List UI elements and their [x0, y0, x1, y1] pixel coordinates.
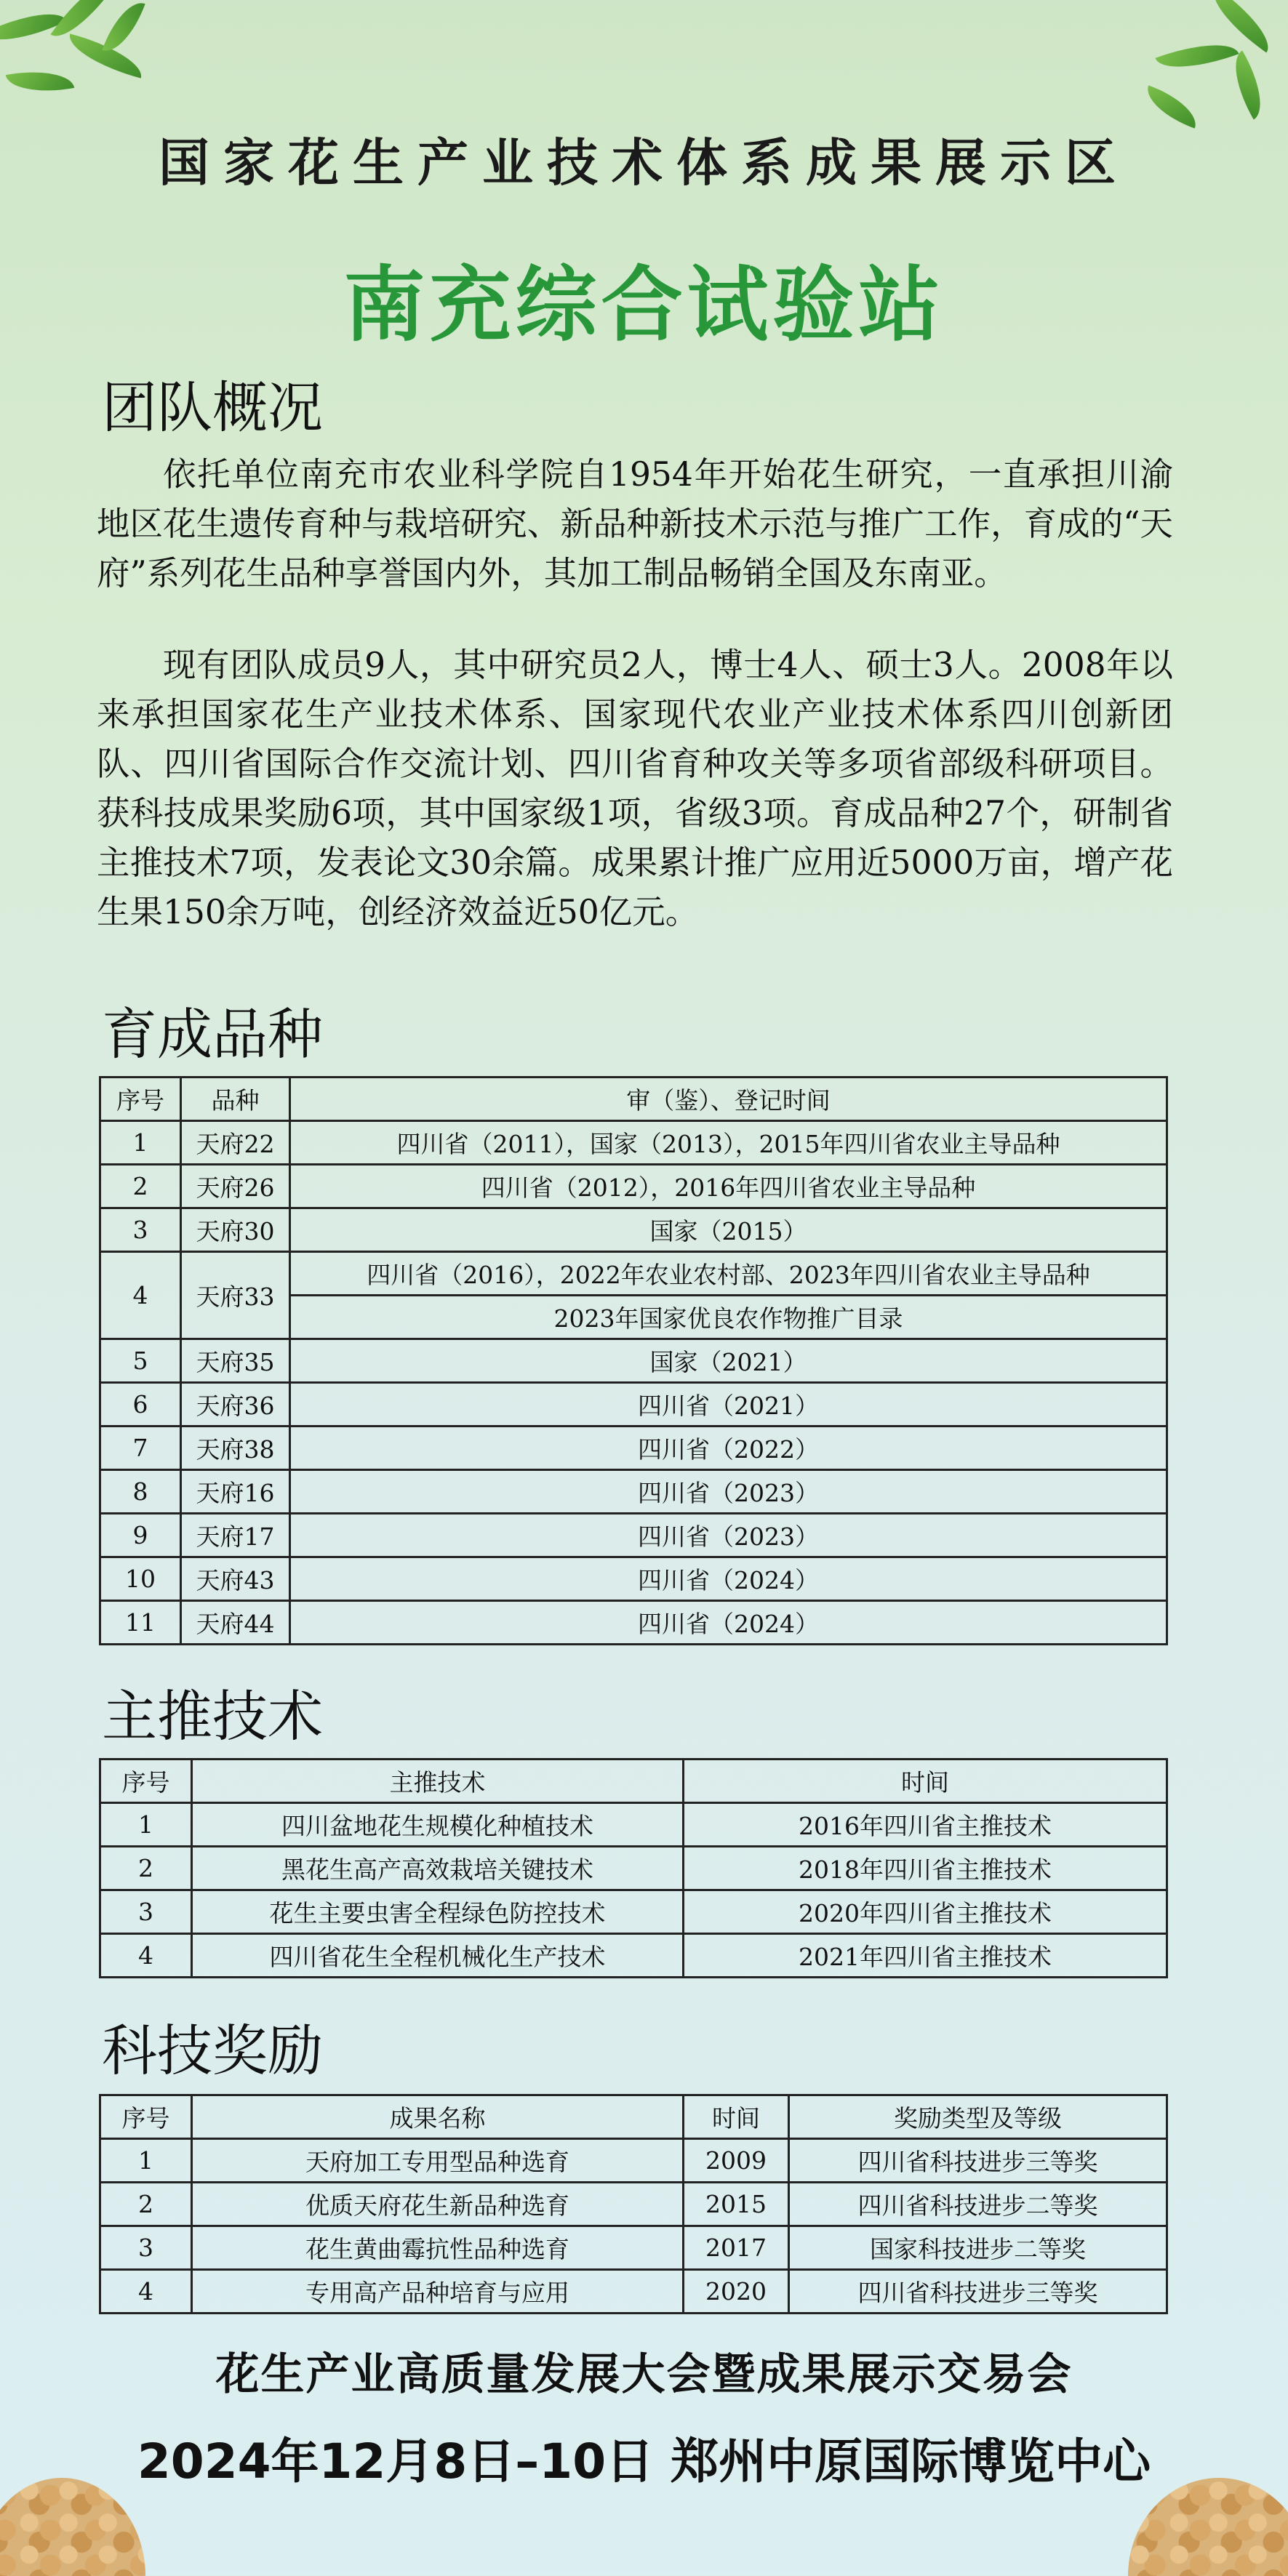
- table-cell-registration: 四川省（2023）: [290, 1470, 1167, 1514]
- table-cell-variety: 天府30: [181, 1208, 290, 1252]
- table-header-row: [100, 1078, 1167, 1121]
- table-cell-year: 2017: [684, 2226, 789, 2270]
- table-header-cell: 奖励类型及等级: [789, 2095, 1167, 2139]
- table-cell-no: 1: [100, 1121, 181, 1165]
- table-row: [100, 1252, 1167, 1296]
- table-cell-no: 8: [100, 1470, 181, 1514]
- leaves-icon: [0, 0, 189, 131]
- table-cell-registration: 四川省（2021）: [290, 1383, 1167, 1427]
- table-cell-award-type: 四川省科技进步二等奖: [789, 2183, 1167, 2226]
- awards-heading: 科技奖励: [102, 2018, 323, 2083]
- table-cell-time: 2018年四川省主推技术: [684, 1847, 1167, 1890]
- table-cell-year: 2020: [684, 2270, 789, 2314]
- table-row: [100, 1803, 1167, 1847]
- table-cell-registration: 四川省（2023）: [290, 1514, 1167, 1557]
- table-cell-time: 2020年四川省主推技术: [684, 1890, 1167, 1934]
- table-cell-no: 3: [100, 1890, 192, 1934]
- table-cell-award-type: 四川省科技进步三等奖: [789, 2270, 1167, 2314]
- table-header-cell: 成果名称: [192, 2095, 684, 2139]
- table-cell-no: 2: [100, 1847, 192, 1890]
- table-cell-registration: 四川省（2012），2016年四川省农业主导品种: [290, 1165, 1167, 1208]
- peanut-pile-icon: [0, 2478, 145, 2576]
- table-header-row: [100, 1760, 1167, 1803]
- table-cell-registration: 四川省（2011），国家（2013），2015年四川省农业主导品种: [290, 1121, 1167, 1165]
- table-header-cell: 品种: [181, 1078, 290, 1121]
- table-cell-no: 1: [100, 2139, 192, 2183]
- table-cell-no: 3: [100, 1208, 181, 1252]
- table-row: [100, 2226, 1167, 2270]
- table-row: [100, 1339, 1167, 1383]
- table-cell-registration: 四川省（2024）: [290, 1601, 1167, 1645]
- table-cell-registration: 2023年国家优良农作物推广目录: [290, 1296, 1167, 1339]
- table-cell-variety: 天府38: [181, 1427, 290, 1470]
- table-row: [100, 1601, 1167, 1645]
- table-cell-registration: 国家（2015）: [290, 1208, 1167, 1252]
- table-header-cell: 时间: [684, 2095, 789, 2139]
- varieties-table: [99, 1076, 1168, 1645]
- table-cell-technique: 四川盆地花生规模化种植技术: [192, 1803, 684, 1847]
- table-row: [100, 2183, 1167, 2226]
- techniques-table: [99, 1758, 1168, 1978]
- table-cell-variety: 天府33: [181, 1252, 290, 1339]
- table-cell-no: 11: [100, 1601, 181, 1645]
- table-row: [100, 1121, 1167, 1165]
- table-row: [100, 1165, 1167, 1208]
- table-row: [100, 1383, 1167, 1427]
- table-row: [100, 1847, 1167, 1890]
- table-cell-technique: 花生主要虫害全程绿色防控技术: [192, 1890, 684, 1934]
- table-cell-year: 2015: [684, 2183, 789, 2226]
- main-title: 国家花生产业技术体系成果展示区: [159, 133, 1129, 193]
- table-row: [100, 2139, 1167, 2183]
- table-cell-variety: 天府16: [181, 1470, 290, 1514]
- table-header-cell: 审（鉴）、登记时间: [290, 1078, 1167, 1121]
- table-cell-no: 4: [100, 1252, 181, 1339]
- table-cell-award-type: 国家科技进步二等奖: [789, 2226, 1167, 2270]
- table-row: [100, 1470, 1167, 1514]
- table-header-cell: 主推技术: [192, 1760, 684, 1803]
- table-header-row: [100, 2095, 1167, 2139]
- table-cell-no: 10: [100, 1557, 181, 1601]
- table-cell-time: 2021年四川省主推技术: [684, 1934, 1167, 1978]
- table-cell-registration: 四川省（2016），2022年农业农村部、2023年四川省农业主导品种: [290, 1252, 1167, 1296]
- table-cell-achievement: 花生黄曲霉抗性品种选育: [192, 2226, 684, 2270]
- table-cell-no: 4: [100, 1934, 192, 1978]
- table-cell-variety: 天府22: [181, 1121, 290, 1165]
- table-cell-variety: 天府36: [181, 1383, 290, 1427]
- table-cell-technique: 四川省花生全程机械化生产技术: [192, 1934, 684, 1978]
- team-paragraph-1: 依托单位南充市农业科学院自1954年开始花生研究，一直承担川渝地区花生遗传育种与栽培研究、新品种新技术示范与推广工作，育成的“天府”系列花生品种享誉国内外，其加工制品畅销全国及东南亚。: [97, 455, 1173, 593]
- footer-event-name: 花生产业高质量发展大会暨成果展示交易会: [215, 2349, 1073, 2400]
- table-row: [100, 1557, 1167, 1601]
- footer-date-venue: 2024年12月8日–10日 郑州中原国际博览中心: [137, 2433, 1151, 2489]
- table-row: [100, 1890, 1167, 1934]
- table-row: [100, 1514, 1167, 1557]
- table-cell-variety: 天府26: [181, 1165, 290, 1208]
- awards-table: [99, 2094, 1168, 2314]
- table-cell-registration: 四川省（2022）: [290, 1427, 1167, 1470]
- table-cell-year: 2009: [684, 2139, 789, 2183]
- table-cell-no: 7: [100, 1427, 181, 1470]
- table-cell-registration: 四川省（2024）: [290, 1557, 1167, 1601]
- station-title: 南充综合试验站: [343, 258, 945, 353]
- table-cell-registration: 国家（2021）: [290, 1339, 1167, 1383]
- table-header-cell: 序号: [100, 1760, 192, 1803]
- peanut-pile-icon: [1128, 2478, 1288, 2576]
- table-cell-no: 2: [100, 1165, 181, 1208]
- table-cell-award-type: 四川省科技进步三等奖: [789, 2139, 1167, 2183]
- table-cell-no: 4: [100, 2270, 192, 2314]
- table-cell-technique: 黑花生高产高效栽培关键技术: [192, 1847, 684, 1890]
- team-heading: 团队概况: [102, 375, 323, 440]
- table-row: [100, 1208, 1167, 1252]
- table-header-cell: 序号: [100, 2095, 192, 2139]
- table-cell-no: 1: [100, 1803, 192, 1847]
- table-cell-variety: 天府43: [181, 1557, 290, 1601]
- table-cell-no: 9: [100, 1514, 181, 1557]
- table-row: [100, 1427, 1167, 1470]
- table-header-cell: 序号: [100, 1078, 181, 1121]
- table-cell-variety: 天府44: [181, 1601, 290, 1645]
- table-cell-no: 3: [100, 2226, 192, 2270]
- techniques-heading: 主推技术: [102, 1684, 323, 1749]
- table-cell-no: 2: [100, 2183, 192, 2226]
- table-row: [100, 2270, 1167, 2314]
- table-cell-no: 5: [100, 1339, 181, 1383]
- table-row: [100, 1934, 1167, 1978]
- table-cell-achievement: 天府加工专用型品种选育: [192, 2139, 684, 2183]
- table-cell-time: 2016年四川省主推技术: [684, 1803, 1167, 1847]
- table-header-cell: 时间: [684, 1760, 1167, 1803]
- team-paragraph-2: 现有团队成员9人，其中研究员2人，博士4人、硕士3人。2008年以来承担国家花生产业技术体系、国家现代农业产业技术体系四川创新团队、四川省国际合作交流计划、四川省育种攻关等多项省部级科研项目。获科技成果奖励6项，其中国家级1项，省级3项。育成品种27个，研制省主推技术7项，发表论文30余篇。成果累计推广应用近5000万亩，增产花生果150余万吨，创经济效益近50亿元。: [97, 646, 1173, 931]
- table-cell-variety: 天府35: [181, 1339, 290, 1383]
- table-cell-variety: 天府17: [181, 1514, 290, 1557]
- table-cell-achievement: 优质天府花生新品种选育: [192, 2183, 684, 2226]
- varieties-heading: 育成品种: [102, 1002, 323, 1067]
- table-cell-achievement: 专用高产品种培育与应用: [192, 2270, 684, 2314]
- table-cell-no: 6: [100, 1383, 181, 1427]
